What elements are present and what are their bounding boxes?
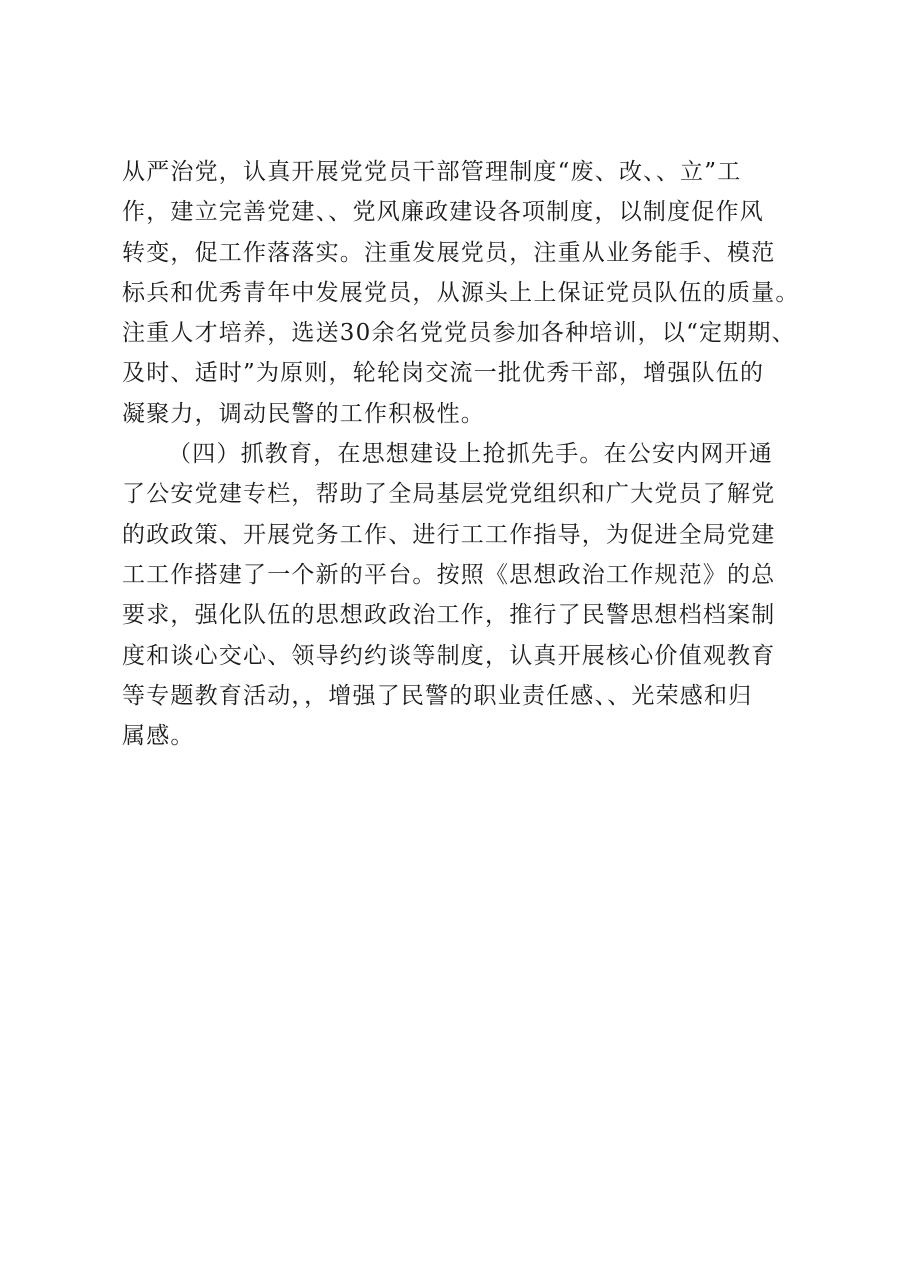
paragraph-line: 及时、适时”为原则，轮轮岗交流一批优秀干部，增强队伍的	[122, 360, 765, 387]
paragraph-line: 等专题教育活动，，增强了民警的职业责任感、、光荣感和归	[122, 682, 753, 709]
document-body	[122, 152, 822, 797]
paragraph-line: 的政政策、开展党务工作、进行工工作指导，为促进全局党建	[122, 521, 776, 548]
paragraph-line: 注重人才培养，选送30余名党党员参加各种培训，以“定期期、	[122, 320, 796, 347]
paragraph-line: 了公安党建专栏，帮助了全局基层党党组织和广大党员了解党	[122, 481, 776, 508]
paragraph-line: 工工作搭建了一个新的平台。按照《思想政治工作规范》的总	[122, 561, 776, 588]
paragraph-line: 凝聚力，调动民警的工作积极性。	[122, 400, 485, 427]
paragraph-line: 度和谈心交心、领导约约谈等制度，认真开展核心价值观教育	[122, 642, 776, 669]
paragraph-line	[122, 756, 822, 796]
paragraph-line: 作，建立完善党建、、党风廉政建设各项制度，以制度促作风	[122, 199, 764, 226]
paragraph-line: 标兵和优秀青年中发展党员，从源头上上保证党员队伍的质量。	[122, 279, 800, 306]
paragraph-line: 转变，促工作落落实。注重发展党员，注重从业务能手、模范	[122, 239, 776, 266]
paragraph-1	[122, 152, 822, 434]
paragraph-line: 要求，强化队伍的思想政政治工作，推行了民警思想档档案制	[122, 602, 776, 629]
paragraph-2	[122, 434, 822, 797]
paragraph-line-first: （四）抓教育，在思想建设上抢抓先手。在公安内网开通	[168, 441, 773, 468]
paragraph-line: 从严治党，认真开展党党员干部管理制度“废、改、、立”工	[122, 159, 742, 185]
paragraph-line: 属感。	[122, 723, 195, 750]
